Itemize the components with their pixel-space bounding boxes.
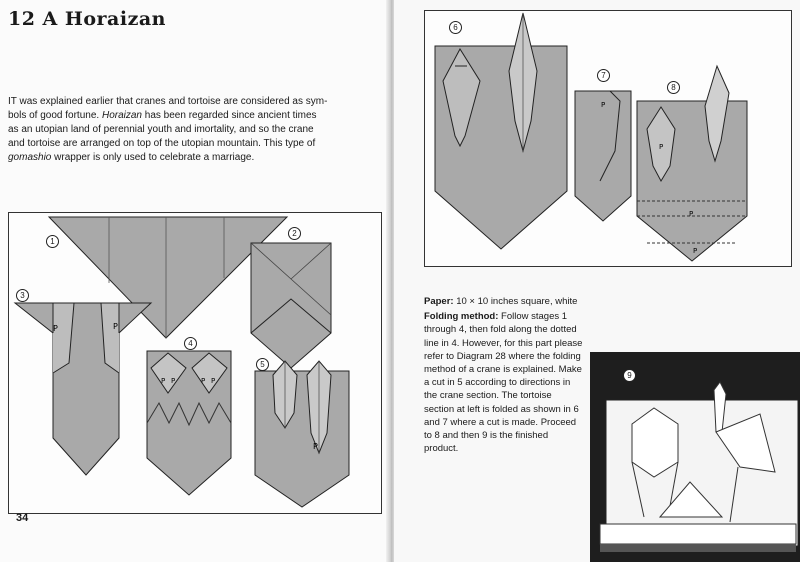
step-5-shape <box>255 371 349 507</box>
intro-line-3: as an utopian land of perennial youth and imortality, and so the crane <box>8 124 314 135</box>
instructions-block <box>424 295 584 457</box>
intro-line-2: bols of good fortune. Horaizan has been regarded since ancient times <box>8 110 317 121</box>
paper-label: Paper: <box>424 296 454 307</box>
step-8-label: 8 <box>667 81 680 94</box>
step-8-point-2: P <box>689 210 694 218</box>
diagram-steps-6-8 <box>424 10 792 267</box>
step-7-label: 7 <box>597 69 610 82</box>
step-3-point-right: P <box>113 322 118 331</box>
step-3-shape <box>15 303 151 475</box>
diagram-steps-1-5 <box>8 212 382 514</box>
finished-product-photo <box>590 352 800 562</box>
step-2-shape <box>251 243 331 368</box>
step-4-point-2: P <box>171 377 176 385</box>
step-6-label: 6 <box>449 21 462 34</box>
step-4-point-4: P <box>211 377 216 385</box>
step-4-point-1: P <box>161 377 166 385</box>
finished-photo-art <box>590 352 800 562</box>
gomashio-term: gomashio <box>8 152 52 163</box>
step-9-label: 9 <box>623 369 636 382</box>
step-7-point: P <box>601 101 606 109</box>
step-3-point-left: P <box>53 324 58 333</box>
step-1-label: 1 <box>46 235 59 248</box>
folding-diagram-right <box>425 11 791 266</box>
step-8-point-3: P <box>693 247 698 255</box>
step-4-label: 4 <box>184 337 197 350</box>
intro-line-1: IT was explained earlier that cranes and tortoise are considered as sym- <box>8 96 328 107</box>
step-4-point-3: P <box>201 377 206 385</box>
method-text: Follow stages 1 through 4, then fold along the dotted line in 4. However, for this part please refer to Diagram 28 where the folding method of a crane is explained. Make a cut in 5 according to directions in the crane section. The tortoise section at left is folded as shown in 6 and 7 where a cut is made. Proceed to 8 and then 9 is the finished product. <box>424 311 583 455</box>
left-page <box>0 0 388 562</box>
step-2-label: 2 <box>288 227 301 240</box>
page-title: 12 A Horaizan <box>8 8 166 30</box>
step-8-point-1: P <box>659 143 664 151</box>
step-3-label: 3 <box>16 289 29 302</box>
step-7-shape <box>575 91 631 221</box>
folding-diagram-left <box>9 213 381 513</box>
method-label: Folding method: <box>424 311 499 323</box>
step-5-point: P <box>313 442 318 451</box>
page-number: 34 <box>16 512 29 524</box>
step-5-label: 5 <box>256 358 269 371</box>
horaizan-term: Horaizan <box>101 110 142 121</box>
intro-line-5: gomashio wrapper is only used to celebrate a marriage. <box>8 152 255 163</box>
intro-line-4: and tortoise are arranged on top of the utopian mountain. This type of <box>8 138 316 149</box>
paper-text: 10 × 10 inches square, white <box>456 296 578 307</box>
intro-paragraph <box>8 95 376 165</box>
